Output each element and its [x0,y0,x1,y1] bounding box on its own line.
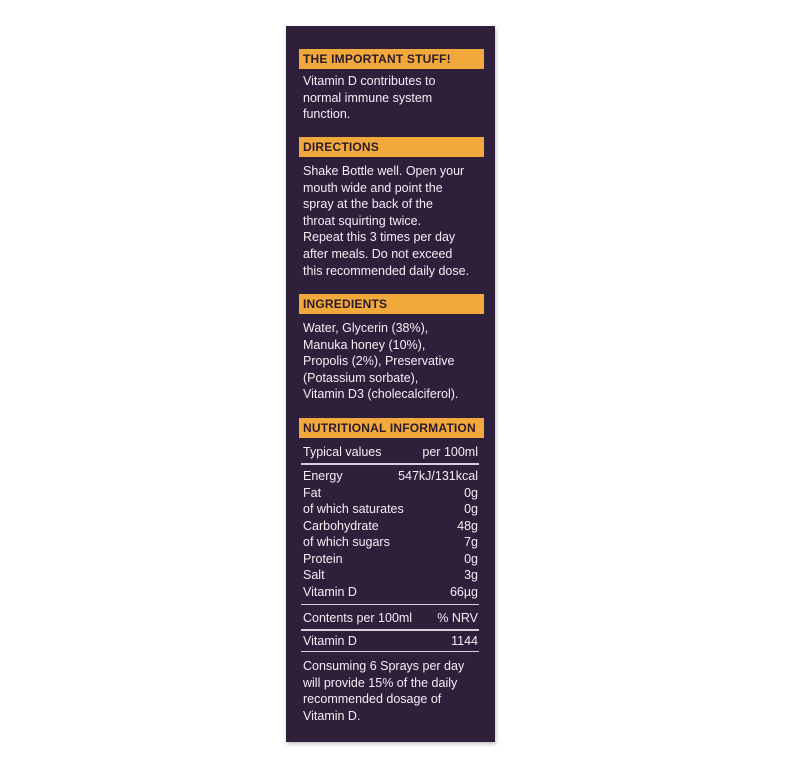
contents-per-100ml-label: Contents per 100ml [303,611,413,625]
nrv-header [303,610,478,626]
nutrient-label: Vitamin D [303,584,357,599]
nutrition-footnote: Consuming 6 Sprays per day will provide 15% of the daily recommended dosage of Vitamin D. [303,659,465,723]
nrv-row [303,633,478,649]
nutrition-row [303,485,478,501]
nutrient-label: Energy [303,469,343,483]
nutrition-row [303,551,478,567]
important-text: Vitamin D contributes to normal immune system function. [303,74,436,122]
nutrient-value: 0g [464,485,478,500]
ingredients-heading: INGREDIENTS [299,294,484,314]
nutrient-value: 66µg [449,584,478,599]
nutrition-row [303,468,478,484]
table-divider [301,651,479,652]
nutrient-label: of which sugars [303,535,390,549]
per-100ml-label: per 100ml [422,445,478,459]
nutrient-value: 0g [464,502,478,516]
nutrition-row [303,534,478,550]
nutrient-label: of which saturates [303,502,404,516]
nutrient-value: 7g [464,535,478,549]
ingredients-text: Water, Glycerin (38%), Manuka honey (10%), Propolis (2%), Preservative (Potassium sorbate), Vitamin D3 (cholecalciferol). [303,321,459,402]
nrv-nutrient-value: 1144 [451,634,478,648]
nutrient-label: Fat [303,485,322,500]
table-divider [301,629,479,631]
nutrient-label: Salt [303,568,325,582]
nutrition-row [303,518,478,534]
nrv-label: % NRV [437,611,478,625]
nutrient-value: 547kJ/131kcal [398,469,478,483]
directions-heading: DIRECTIONS [299,137,484,157]
nutrition-heading: NUTRITIONAL INFORMATION [299,418,484,438]
nutrient-value: 3g [464,568,478,582]
nutrition-row [303,584,478,600]
product-label-panel [286,26,495,742]
nutrition-table-header [303,444,478,460]
table-divider [301,463,479,465]
nutrient-value: 48g [457,518,478,533]
nrv-nutrient-label: Vitamin D [303,634,357,648]
nutrient-value: 0g [464,551,478,566]
nutrient-label: Protein [303,551,343,566]
nutrient-label: Carbohydrate [303,518,379,533]
table-divider [301,604,479,605]
directions-text: Shake Bottle well. Open your mouth wide and point the spray at the back of the throat squirting twice. Repeat this 3 times per day after meals. Do not exceed this recommended daily dose. [303,164,470,278]
important-heading: THE IMPORTANT STUFF! [299,49,484,69]
typical-values-label: Typical values [303,445,382,459]
nutrition-row [303,567,478,583]
nutrition-row [303,501,478,517]
